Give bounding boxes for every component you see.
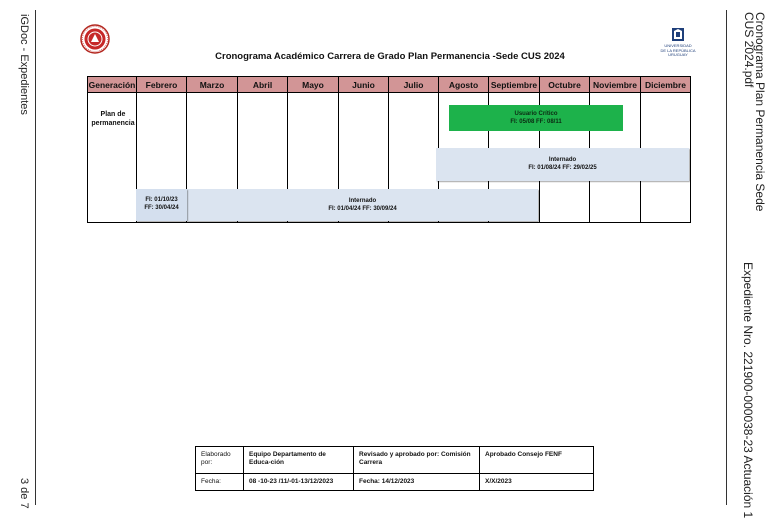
page-counter: 3 de 7 <box>18 478 30 509</box>
expediente-number: Expediente Nro. 221900-000038-23 Actuación 1 <box>741 262 755 518</box>
page-title: Cronograma Académico Carrera de Grado Plan Permanencia -Sede CUS 2024 <box>215 51 565 62</box>
bar-usuario-dates: FI: 05/08 FF: 08/11 <box>510 119 562 125</box>
header-julio: Julio <box>389 76 439 93</box>
fecha-aprobado: X/X/2023 <box>485 478 512 485</box>
header-noviembre: Noviembre <box>590 76 641 93</box>
right-margin <box>731 0 767 518</box>
bar-previous-generation <box>136 189 187 221</box>
fecha-revisado: Fecha: 14/12/2023 <box>354 474 480 490</box>
header-mayo: Mayo <box>288 76 339 93</box>
header-febrero: Febrero <box>137 76 187 93</box>
bar-prev-end: FF: 30/04/24 <box>144 205 179 211</box>
header-octubre: Octubre <box>540 76 590 93</box>
header-generacion: Generación <box>87 76 137 93</box>
header-abril: Abril <box>238 76 288 93</box>
bar-internado-2024-dates: FI: 01/04/24 FF: 30/09/24 <box>328 206 397 212</box>
header-agosto: Agosto <box>439 76 489 93</box>
approval-table <box>195 446 594 491</box>
system-name: iGDoc - Expedientes <box>18 14 30 115</box>
bar-prev-start: FI: 01/10/23 <box>145 197 178 203</box>
fecha-elaborado: 08 -10-23 /11/-01-13/12/2023 <box>244 474 354 490</box>
bar-internado-2024 <box>187 189 538 221</box>
faculty-seal-logo <box>80 24 110 54</box>
bar-internado-2024-label: Internado <box>348 198 377 204</box>
header-diciembre: Diciembre <box>641 76 691 93</box>
right-divider <box>726 10 727 505</box>
elaborado-value: Equipo Departamento de Educa-ción <box>244 447 354 474</box>
header-septiembre: Septiembre <box>489 76 540 93</box>
bar-internado-2025-label: Internado <box>548 157 577 163</box>
left-margin <box>16 14 30 509</box>
file-name: Cronograma Plan Permanencia Sede CUS 2024.pdf <box>742 12 767 212</box>
aprobado-cell: Aprobado Consejo FENF <box>480 447 593 474</box>
cell-generacion <box>87 93 137 223</box>
revisado-cell: Revisado y aprobado por: Comisión Carrera <box>354 447 480 474</box>
row-label: Plan de permanencia <box>91 111 135 127</box>
left-divider <box>35 10 36 505</box>
udelar-caption: UNIVERSIDAD DE LA REPÚBLICA URUGUAY <box>660 43 696 57</box>
udelar-logo <box>662 27 694 61</box>
bar-usuario-critico <box>449 105 623 131</box>
bar-internado-2025 <box>436 148 689 181</box>
schedule-table <box>87 76 691 223</box>
header-junio: Junio <box>339 76 389 93</box>
fecha-label: Fecha: <box>196 474 244 490</box>
bar-internado-2025-dates: FI: 01/08/24 FF: 29/02/25 <box>528 165 597 171</box>
bar-usuario-label: Usuario Crítico <box>514 111 558 117</box>
elaborado-label: Elaborado por: <box>196 447 244 474</box>
header-marzo: Marzo <box>187 76 238 93</box>
